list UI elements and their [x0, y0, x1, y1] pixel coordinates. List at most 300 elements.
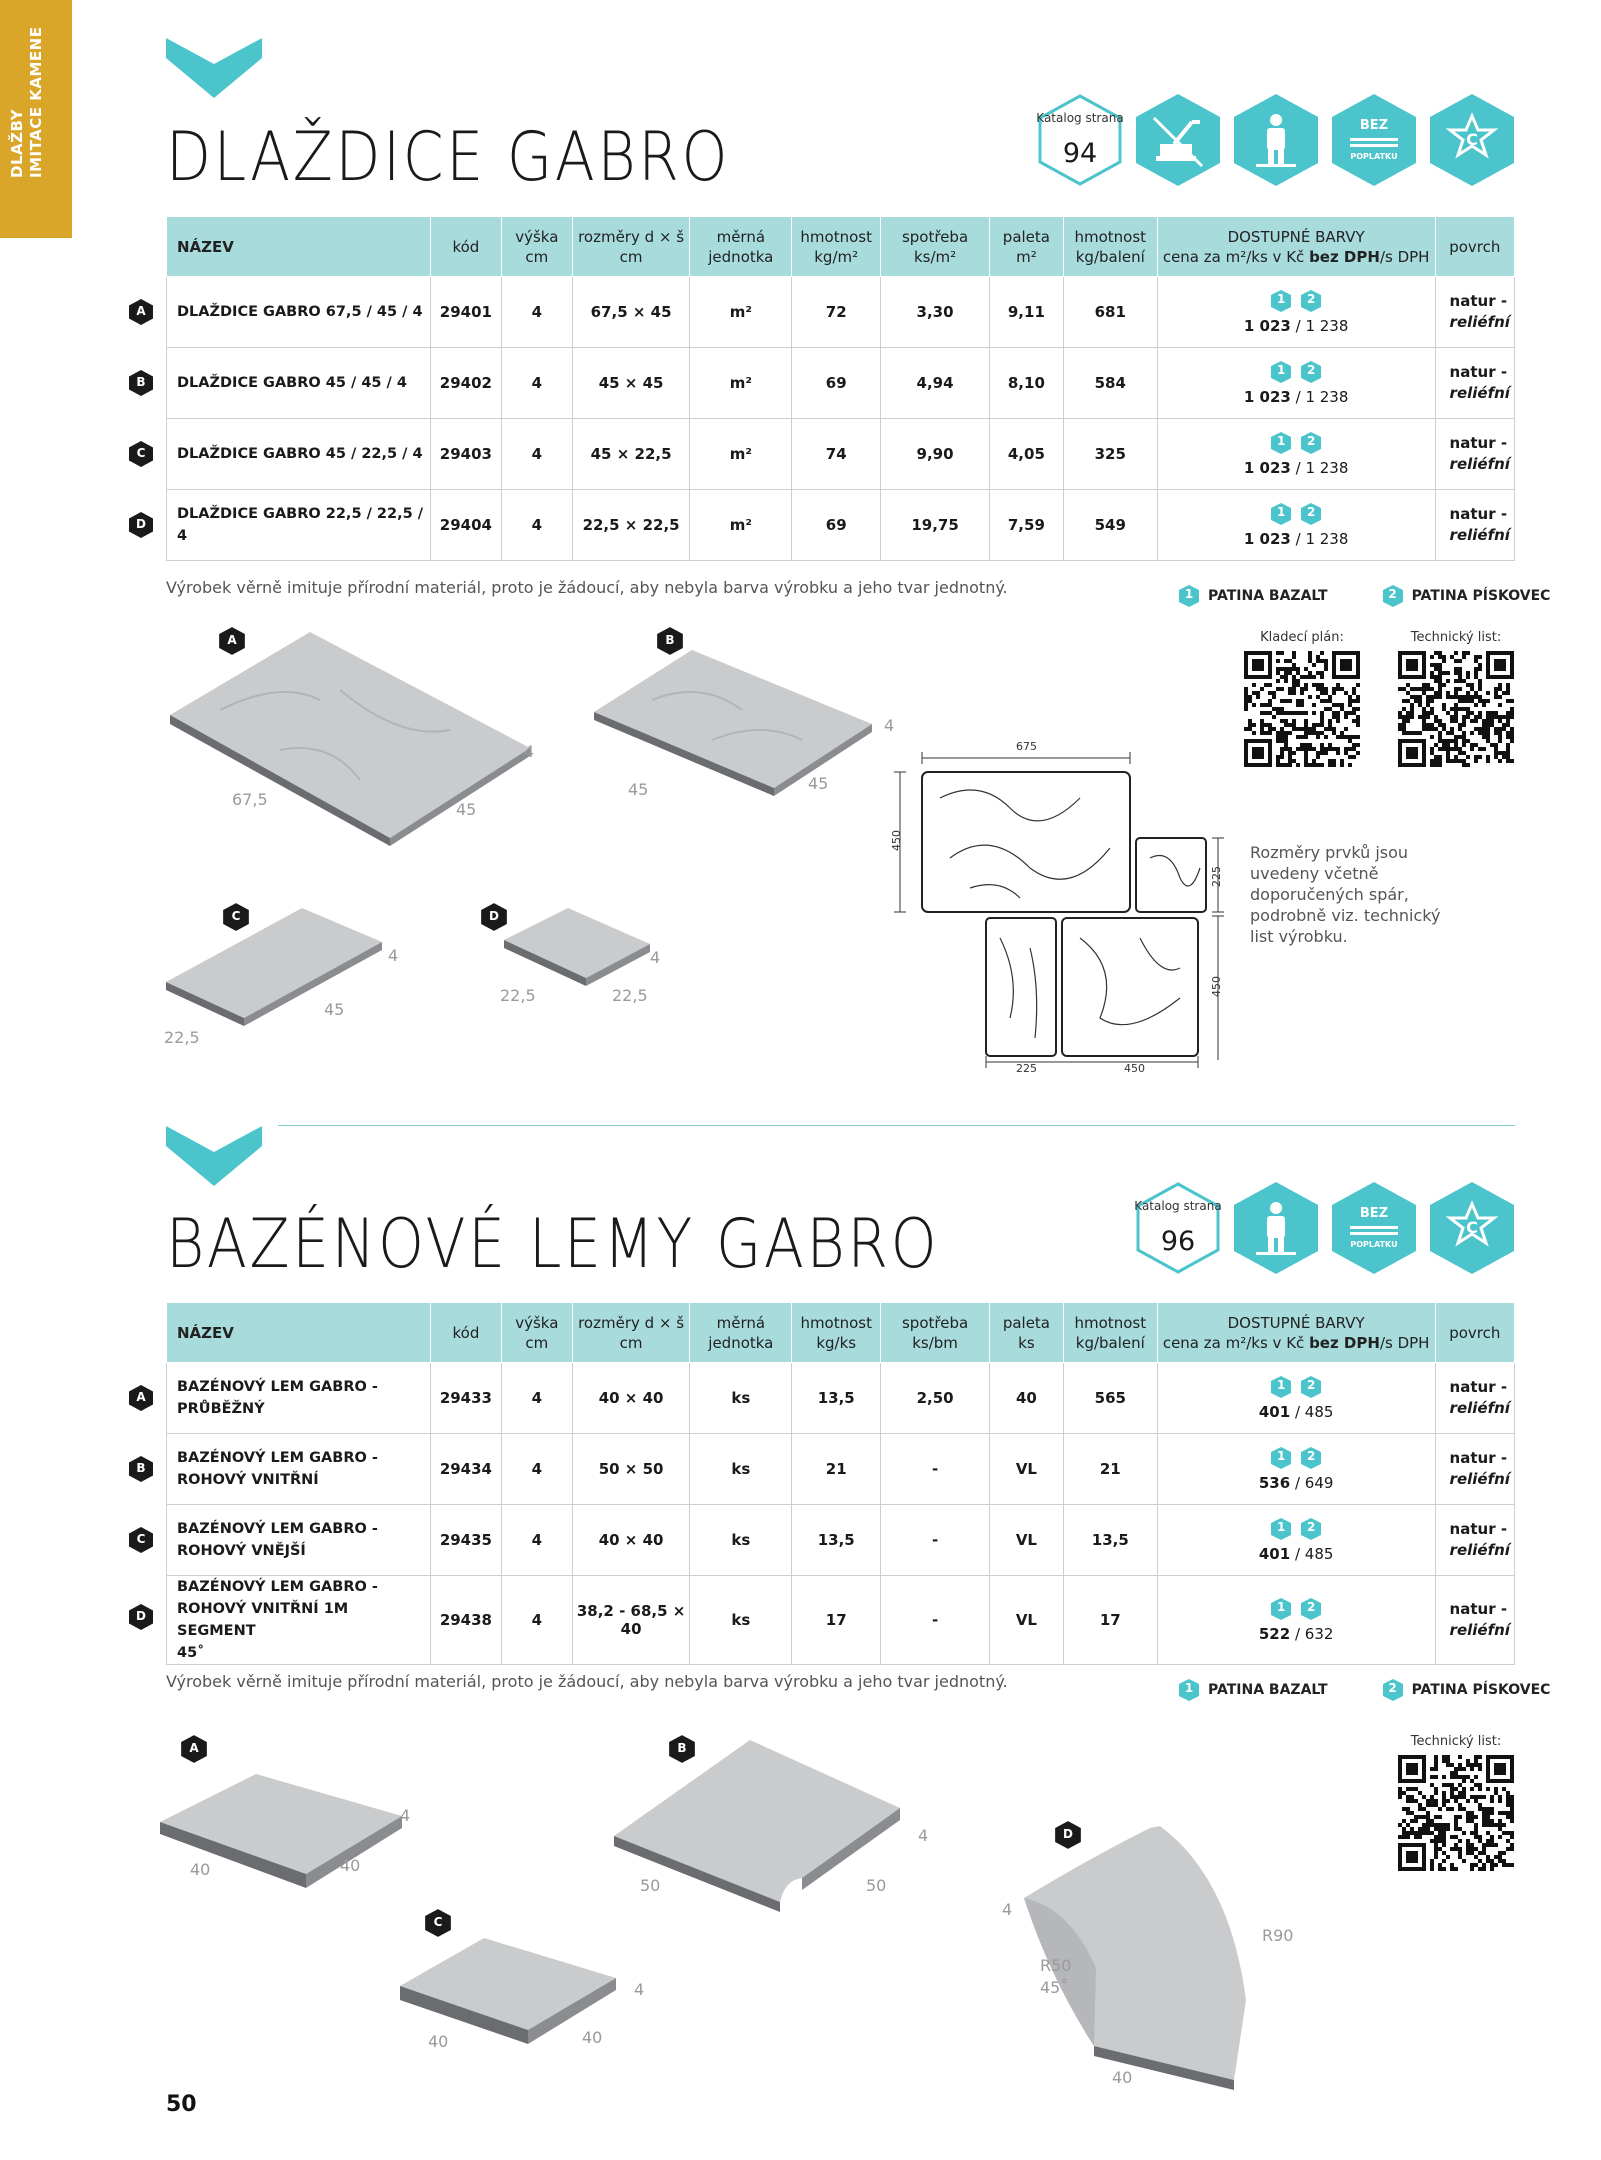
- patina-2-icon: [1300, 1597, 1322, 1621]
- dimension-label: 45: [324, 1000, 345, 1019]
- cell-weight: 21: [792, 1434, 881, 1505]
- header-dims: rozměry d × š cm: [572, 1303, 690, 1363]
- qr-caption: Technický list:: [1410, 1734, 1502, 1749]
- no-vibration-plate-icon: [1134, 92, 1222, 188]
- color-swatches: [1162, 1597, 1431, 1621]
- qr-tech-sheet[interactable]: [1398, 630, 1514, 771]
- cell-surface: [1435, 419, 1514, 490]
- price-gross: 649: [1304, 1474, 1334, 1492]
- cell-weight: 13,5: [792, 1363, 881, 1434]
- cell-surface: [1435, 1576, 1514, 1665]
- patina-num: 1: [1276, 363, 1286, 377]
- price-gross: 485: [1304, 1545, 1334, 1563]
- patina-num: 2: [1306, 505, 1316, 519]
- table-row: [167, 1363, 1515, 1434]
- patina-2-icon: [1300, 289, 1322, 313]
- dimension-label: 45: [808, 774, 829, 793]
- legend-patina: [1178, 584, 1550, 608]
- patina-1-icon: [1270, 1597, 1292, 1621]
- header-name: NÁZEV: [167, 217, 431, 277]
- cell-name: DLAŽDICE GABRO 67,5 / 45 / 4: [167, 277, 431, 348]
- price: 1 023 / 1 238: [1243, 317, 1349, 335]
- badge-row: [1036, 92, 1516, 188]
- bez-label: BEZ: [1359, 1206, 1389, 1221]
- patina-2-icon: [1300, 360, 1322, 384]
- cell-height: 4: [501, 1363, 572, 1434]
- catalog-page-number: 96: [1160, 1226, 1196, 1257]
- product-table: [166, 216, 1515, 561]
- patina1-icon: [1178, 584, 1200, 608]
- cell-name: [167, 1434, 431, 1505]
- header-dims: rozměry d × š cm: [572, 217, 690, 277]
- bez-label: BEZ: [1359, 118, 1389, 133]
- cell-height: 4: [501, 348, 572, 419]
- row-marker-letter: C: [136, 1532, 146, 1546]
- header-code: kód: [430, 1303, 501, 1363]
- cell-consumption: 19,75: [881, 490, 990, 561]
- cell-dims: 45 × 45: [572, 348, 690, 419]
- table-row: [167, 1434, 1515, 1505]
- header-name: NÁZEV: [167, 1303, 431, 1363]
- patina-1-icon: [1270, 431, 1292, 455]
- header-weight: hmotnost kg/ks: [792, 1303, 881, 1363]
- qr-code-icon[interactable]: [1398, 651, 1514, 767]
- class-letter: C: [1466, 1218, 1478, 1237]
- surface-line2: reliéfní: [1449, 526, 1510, 544]
- cell-colors-price: [1157, 348, 1435, 419]
- header-code: kód: [430, 217, 501, 277]
- image-marker: [424, 1908, 452, 1938]
- price-net: 522: [1258, 1625, 1291, 1643]
- header-colors-line2: [1162, 1333, 1431, 1353]
- patina-num: 2: [1306, 1449, 1316, 1463]
- price-net: 1 023: [1243, 317, 1291, 335]
- patina-num: 1: [1276, 505, 1286, 519]
- cell-pallet-weight: 681: [1063, 277, 1157, 348]
- cell-pallet-weight: 17: [1063, 1576, 1157, 1665]
- patina-num: 1: [1276, 1520, 1286, 1534]
- page-number: 50: [166, 2092, 197, 2117]
- dimension-label: 45˚: [1040, 1978, 1069, 1997]
- patina-2-icon: [1300, 502, 1322, 526]
- side-tab-text: [8, 0, 46, 178]
- cell-consumption: 4,94: [881, 348, 990, 419]
- patina2-label: PATINA PÍSKOVEC: [1411, 588, 1551, 604]
- patina-1-icon: [1270, 502, 1292, 526]
- price-net: 401: [1258, 1545, 1291, 1563]
- table-header-row: [167, 1303, 1515, 1363]
- patina-2-icon: [1300, 431, 1322, 455]
- cell-code: 29433: [430, 1363, 501, 1434]
- surface-line2: reliéfní: [1449, 1541, 1510, 1559]
- cell-height: 4: [501, 490, 572, 561]
- patina-num: 1: [1276, 1600, 1286, 1614]
- table-row: [167, 490, 1515, 561]
- bez-poplatku-icon: [1330, 92, 1418, 188]
- color-swatches: [1162, 1517, 1431, 1541]
- patina1-icon: [1178, 1678, 1200, 1702]
- header-surface: povrch: [1435, 217, 1514, 277]
- cell-consumption: -: [881, 1576, 990, 1665]
- dimension-label: 67,5: [232, 790, 268, 809]
- name-line: 45˚: [177, 1645, 205, 1661]
- patina-1-icon: [1270, 289, 1292, 313]
- cell-consumption: -: [881, 1434, 990, 1505]
- cell-pallet-weight: 565: [1063, 1363, 1157, 1434]
- image-marker: [1054, 1820, 1082, 1850]
- laying-plan-diagram: [880, 738, 1240, 1078]
- dimension-label: 450: [1210, 976, 1223, 997]
- name-line: ROHOVÝ VNĚJŠÍ: [177, 1543, 306, 1559]
- cell-pallet: 9,11: [989, 277, 1063, 348]
- header-height: výška cm: [501, 1303, 572, 1363]
- row-marker: [128, 369, 154, 397]
- row-marker: [128, 440, 154, 468]
- price-gross: 632: [1304, 1625, 1334, 1643]
- image-marker-letter: C: [433, 1915, 443, 1929]
- price: 536 / 649: [1258, 1474, 1334, 1492]
- row-marker-letter: A: [136, 304, 146, 318]
- color-swatches: [1162, 360, 1431, 384]
- header-colors-line1: DOSTUPNÉ BARVY: [1227, 1313, 1365, 1332]
- name-line: PRŮBĚŽNÝ: [177, 1401, 265, 1417]
- dimension-label: 4: [524, 742, 535, 761]
- dimension-label: 4: [634, 1980, 645, 1999]
- patina2-num: 2: [1388, 587, 1397, 601]
- name-line: BAZÉNOVÝ LEM GABRO -: [177, 1379, 378, 1395]
- image-marker: [218, 626, 246, 656]
- patina1-label: PATINA BAZALT: [1208, 588, 1328, 604]
- table-row: [167, 277, 1515, 348]
- header-consumption: spotřeba ks/m²: [881, 217, 990, 277]
- dimension-label: R50: [1040, 1956, 1072, 1975]
- poplatku-label: POPLATKU: [1350, 1240, 1398, 1249]
- dimension-label: 45: [456, 800, 477, 819]
- header-colors: [1157, 1303, 1435, 1363]
- image-marker: [668, 1734, 696, 1764]
- price-gross: 1 238: [1305, 530, 1349, 548]
- cell-colors-price: [1157, 1505, 1435, 1576]
- image-marker: [180, 1734, 208, 1764]
- cell-dims: 38,2 - 68,5 × 40: [572, 1576, 690, 1665]
- side-tab-line2: IMITACE KAMENE: [27, 26, 45, 178]
- cell-code: 29435: [430, 1505, 501, 1576]
- cell-colors-price: [1157, 1434, 1435, 1505]
- surface-line1: natur -: [1449, 505, 1508, 523]
- product-image-a: [156, 1762, 416, 1922]
- price-net: 401: [1258, 1403, 1291, 1421]
- dimension-label: 675: [1016, 740, 1037, 753]
- price: 1 023 / 1 238: [1243, 459, 1349, 477]
- cell-consumption: 9,90: [881, 419, 990, 490]
- cell-pallet: 7,59: [989, 490, 1063, 561]
- product-image-b: [610, 1730, 910, 1930]
- header-colors-line2: [1162, 247, 1431, 267]
- price: 1 023 / 1 238: [1243, 530, 1349, 548]
- patina2-icon: [1382, 584, 1404, 608]
- price-gross: 1 238: [1305, 317, 1349, 335]
- header-colors: [1157, 217, 1435, 277]
- image-marker: [480, 902, 508, 932]
- cell-dims: 40 × 40: [572, 1363, 690, 1434]
- cell-name: DLAŽDICE GABRO 22,5 / 22,5 / 4: [167, 490, 431, 561]
- hdr-post: /s DPH: [1379, 1333, 1430, 1352]
- color-swatches: [1162, 1446, 1431, 1470]
- cell-unit: m²: [690, 419, 792, 490]
- row-marker: [128, 1384, 154, 1412]
- image-marker-letter: B: [665, 633, 675, 647]
- product-table: [166, 1302, 1515, 1665]
- cell-weight: 69: [792, 348, 881, 419]
- patina2-label: PATINA PÍSKOVEC: [1411, 1682, 1551, 1698]
- qr-code-icon[interactable]: [1398, 1755, 1514, 1871]
- cell-height: 4: [501, 1505, 572, 1576]
- price-gross: 1 238: [1305, 459, 1349, 477]
- row-marker: [128, 1455, 154, 1483]
- cell-pallet: VL: [989, 1505, 1063, 1576]
- section-title: BAZÉNOVÉ LEMY GABRO: [166, 1205, 940, 1284]
- dimension-label: R90: [1262, 1926, 1294, 1945]
- cell-colors-price: [1157, 1363, 1435, 1434]
- cell-weight: 72: [792, 277, 881, 348]
- patina-num: 2: [1306, 1600, 1316, 1614]
- row-marker: [128, 511, 154, 539]
- cell-code: 29404: [430, 490, 501, 561]
- cell-name: [167, 1576, 431, 1665]
- row-marker-letter: C: [136, 446, 146, 460]
- header-consumption: spotřeba ks/bm: [881, 1303, 990, 1363]
- table-header-row: [167, 217, 1515, 277]
- bez-poplatku-icon: [1330, 1180, 1418, 1276]
- patina-1-icon: [1270, 1446, 1292, 1470]
- price-gross: 485: [1304, 1403, 1334, 1421]
- patina-num: 2: [1306, 1378, 1316, 1392]
- name-line: BAZÉNOVÝ LEM GABRO -: [177, 1521, 378, 1537]
- cell-colors-price: [1157, 277, 1435, 348]
- hdr-bold: bez DPH: [1309, 247, 1380, 266]
- row-marker: [128, 298, 154, 326]
- badge-row: [1134, 1180, 1516, 1276]
- section-divider: [278, 1125, 1515, 1126]
- dimension-label: 50: [640, 1876, 661, 1895]
- cell-name: [167, 1505, 431, 1576]
- row-marker-letter: D: [136, 517, 146, 531]
- dimension-label: 4: [884, 716, 895, 735]
- name-line: BAZÉNOVÝ LEM GABRO -: [177, 1579, 378, 1595]
- cell-pallet: 4,05: [989, 419, 1063, 490]
- patina2-icon: [1382, 1678, 1404, 1702]
- color-swatches: [1162, 502, 1431, 526]
- cell-surface: [1435, 1434, 1514, 1505]
- qr-laying-plan[interactable]: [1244, 630, 1360, 771]
- cell-name: [167, 1363, 431, 1434]
- surface-line2: reliéfní: [1449, 313, 1510, 331]
- cell-pallet: VL: [989, 1576, 1063, 1665]
- qr-code-icon[interactable]: [1244, 651, 1360, 767]
- row-marker: [128, 1603, 154, 1631]
- patina2-num: 2: [1388, 1681, 1397, 1695]
- image-marker-letter: D: [489, 909, 499, 923]
- price-net: 1 023: [1243, 530, 1291, 548]
- cell-dims: 45 × 22,5: [572, 419, 690, 490]
- cell-weight: 13,5: [792, 1505, 881, 1576]
- cell-height: 4: [501, 419, 572, 490]
- plan-description: Rozměry prvků jsou uvedeny včetně doporučených spár, podrobně viz. technický list výrobku.: [1250, 843, 1441, 946]
- dimension-label: 4: [400, 1806, 411, 1825]
- row-marker: [128, 1526, 154, 1554]
- qr1-caption: Kladecí plán:: [1260, 630, 1344, 645]
- patina-2-icon: [1300, 1446, 1322, 1470]
- header-surface: povrch: [1435, 1303, 1514, 1363]
- table-row: [167, 1576, 1515, 1665]
- person-icon: [1232, 1180, 1320, 1276]
- dimension-label: 450: [890, 830, 903, 851]
- cell-code: 29402: [430, 348, 501, 419]
- dimension-label: 40: [428, 2032, 449, 2051]
- cell-weight: 17: [792, 1576, 881, 1665]
- cell-surface: [1435, 490, 1514, 561]
- patina1-label: PATINA BAZALT: [1208, 1682, 1328, 1698]
- dimension-label: 450: [1124, 1062, 1145, 1075]
- class-c-icon: [1428, 92, 1516, 188]
- price-net: 536: [1258, 1474, 1291, 1492]
- patina-2-icon: [1300, 1517, 1322, 1541]
- header-colors-line1: DOSTUPNÉ BARVY: [1227, 227, 1365, 246]
- dimension-label: 225: [1016, 1062, 1037, 1075]
- surface-line2: reliéfní: [1449, 1621, 1510, 1639]
- color-swatches: [1162, 289, 1431, 313]
- header-pallet: paleta m²: [989, 217, 1063, 277]
- patina1-num: 1: [1184, 587, 1194, 601]
- row-marker-letter: D: [136, 1609, 146, 1623]
- row-marker-letter: B: [136, 375, 146, 389]
- dimension-label: 40: [340, 1856, 361, 1875]
- patina-num: 2: [1306, 363, 1316, 377]
- cell-surface: [1435, 277, 1514, 348]
- cell-weight: 69: [792, 490, 881, 561]
- cell-weight: 74: [792, 419, 881, 490]
- cell-unit: m²: [690, 348, 792, 419]
- cell-pallet-weight: 549: [1063, 490, 1157, 561]
- dimension-label: 45: [628, 780, 649, 799]
- cell-name: DLAŽDICE GABRO 45 / 22,5 / 4: [167, 419, 431, 490]
- catalog-label: Katalog strana: [1134, 1199, 1222, 1213]
- surface-line2: reliéfní: [1449, 455, 1510, 473]
- table-row: [167, 348, 1515, 419]
- cell-unit: ks: [690, 1434, 792, 1505]
- dimension-label: 40: [1112, 2068, 1133, 2087]
- dimension-label: 22,5: [164, 1028, 200, 1047]
- note-text: Výrobek věrně imituje přírodní materiál, proto je žádoucí, aby nebyla barva výrobku a jeho tvar jednotný.: [166, 1672, 1008, 1691]
- surface-line1: natur -: [1449, 292, 1508, 310]
- patina-num: 2: [1306, 292, 1316, 306]
- dimension-label: 225: [1210, 866, 1223, 887]
- chevron-icon: [166, 38, 262, 98]
- cell-colors-price: [1157, 490, 1435, 561]
- cell-unit: ks: [690, 1505, 792, 1576]
- cell-dims: 67,5 × 45: [572, 277, 690, 348]
- cell-dims: 50 × 50: [572, 1434, 690, 1505]
- hdr-bold: bez DPH: [1309, 1333, 1380, 1352]
- header-pallet-weight: hmotnost kg/balení: [1063, 1303, 1157, 1363]
- surface-line1: natur -: [1449, 1449, 1508, 1467]
- class-c-icon: [1428, 1180, 1516, 1276]
- patina-1-icon: [1270, 1375, 1292, 1399]
- patina-num: 1: [1276, 1378, 1286, 1392]
- color-swatches: [1162, 431, 1431, 455]
- patina-num: 2: [1306, 434, 1316, 448]
- surface-line1: natur -: [1449, 1378, 1508, 1396]
- price: 401 / 485: [1258, 1403, 1334, 1421]
- cell-surface: [1435, 348, 1514, 419]
- image-marker-letter: D: [1063, 1827, 1073, 1841]
- cell-code: 29438: [430, 1576, 501, 1665]
- header-unit: měrná jednotka: [690, 1303, 792, 1363]
- qr-tech-sheet[interactable]: [1398, 1734, 1514, 1875]
- dimension-label: 4: [650, 948, 661, 967]
- image-marker: [222, 902, 250, 932]
- cell-dims: 22,5 × 22,5: [572, 490, 690, 561]
- dimension-label: 4: [1002, 1900, 1013, 1919]
- row-marker-letter: B: [136, 1461, 146, 1475]
- hdr-pre: cena za m²/ks v Kč: [1162, 247, 1310, 266]
- cell-consumption: 2,50: [881, 1363, 990, 1434]
- dimension-label: 22,5: [612, 986, 648, 1005]
- qr2-caption: Technický list:: [1410, 630, 1502, 645]
- cell-pallet-weight: 325: [1063, 419, 1157, 490]
- cell-unit: m²: [690, 277, 792, 348]
- patina-num: 1: [1276, 434, 1286, 448]
- image-marker-letter: A: [227, 633, 237, 647]
- patina-num: 1: [1276, 292, 1286, 306]
- dimension-label: 4: [918, 1826, 929, 1845]
- catalog-label: Katalog strana: [1036, 111, 1124, 125]
- cell-colors-price: [1157, 1576, 1435, 1665]
- header-height: výška cm: [501, 217, 572, 277]
- poplatku-label: POPLATKU: [1350, 152, 1398, 161]
- cell-pallet: 8,10: [989, 348, 1063, 419]
- cell-code: 29434: [430, 1434, 501, 1505]
- surface-line2: reliéfní: [1449, 384, 1510, 402]
- dimension-label: 40: [190, 1860, 211, 1879]
- dimension-label: 4: [388, 946, 399, 965]
- dimension-label: 40: [582, 2028, 603, 2047]
- image-marker: [656, 626, 684, 656]
- patina1-num: 1: [1184, 1681, 1194, 1695]
- product-image-c: [162, 900, 402, 1030]
- cell-unit: m²: [690, 490, 792, 561]
- legend-patina: [1178, 1678, 1550, 1702]
- cell-pallet-weight: 21: [1063, 1434, 1157, 1505]
- table-row: [167, 1505, 1515, 1576]
- patina-num: 2: [1306, 1520, 1316, 1534]
- name-line: ROHOVÝ VNITŘNÍ: [177, 1472, 319, 1488]
- note-text: Výrobek věrně imituje přírodní materiál, proto je žádoucí, aby nebyla barva výrobku a jeho tvar jednotný.: [166, 578, 1008, 597]
- price-net: 1 023: [1243, 459, 1291, 477]
- price: 1 023 / 1 238: [1243, 388, 1349, 406]
- price: 401 / 485: [1258, 1545, 1334, 1563]
- row-marker-letter: A: [136, 1390, 146, 1404]
- cell-colors-price: [1157, 419, 1435, 490]
- cell-height: 4: [501, 1576, 572, 1665]
- catalog-page-badge: [1036, 92, 1124, 188]
- hdr-post: /s DPH: [1379, 247, 1430, 266]
- cell-name: DLAŽDICE GABRO 45 / 45 / 4: [167, 348, 431, 419]
- dimension-label: 50: [866, 1876, 887, 1895]
- cell-pallet-weight: 584: [1063, 348, 1157, 419]
- cell-height: 4: [501, 277, 572, 348]
- cell-unit: ks: [690, 1363, 792, 1434]
